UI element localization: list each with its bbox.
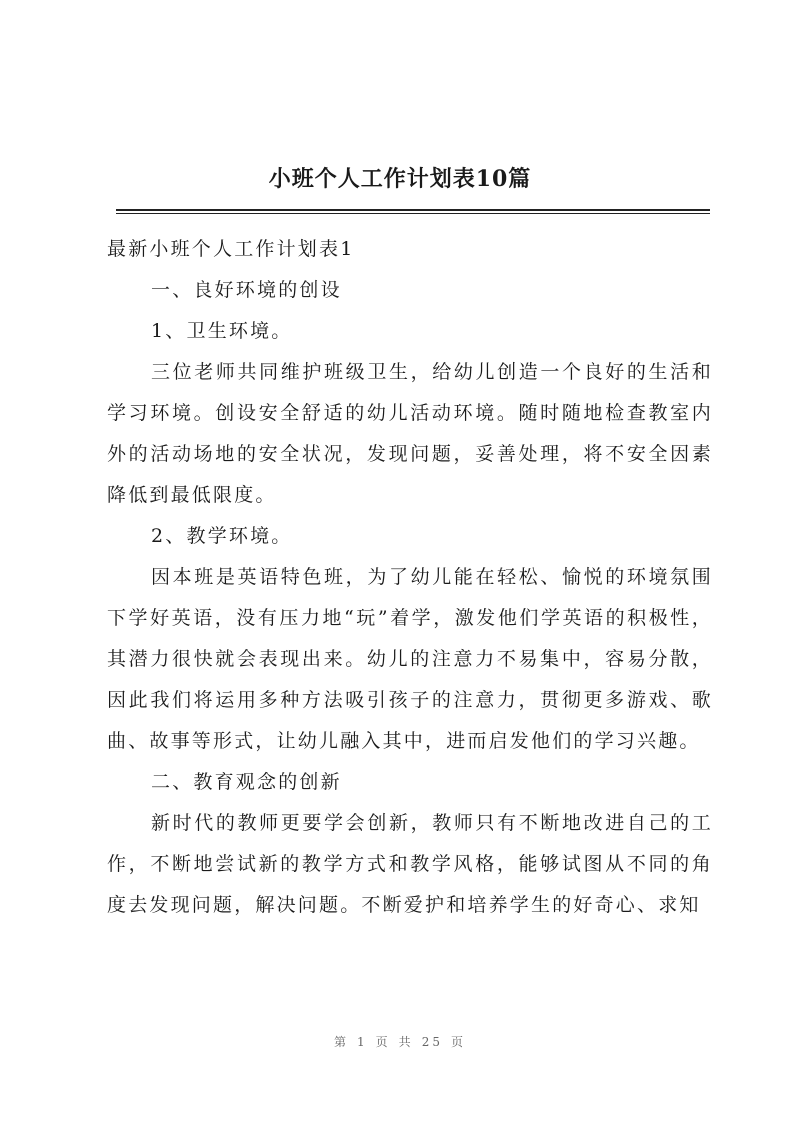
page-label: 第 [334,1035,350,1049]
body-paragraph: 新时代的教师更要学会创新，教师只有不断地改进自己的工作，不断地尝试新的教学方式和教学风格，能够试图从不同的角度去发现问题，解决问题。不断爱护和培养学生的好奇心、求知 [107,812,713,916]
page-footer [0,1033,800,1050]
page-unit: 页 [375,1035,391,1049]
total-pages: 25 [421,1035,443,1049]
document-title: 小班个人工作计划表10篇 [268,166,532,192]
item-heading: 2、教学环境。 [151,525,293,547]
total-label: 共 [398,1035,414,1049]
document-body [107,229,713,926]
section-heading: 最新小班个人工作计划表1 [107,238,355,260]
body-paragraph: 三位老师共同维护班级卫生，给幼儿创造一个良好的生活和学习环境。创设安全舒适的幼儿活动环境。随时随地检查教室内外的活动场地的安全状况，发现问题，妥善处理，将不安全因素降低到最低限度。 [107,361,713,506]
subsection-heading: 一、良好环境的创设 [151,279,342,301]
body-paragraph: 因本班是英语特色班，为了幼儿能在轻松、愉悦的环境氛围下学好英语，没有压力地“玩”着学，激发他们学英语的积极性，其潜力很快就会表现出来。幼儿的注意力不易集中，容易分散，因此我们将运用多种方法吸引孩子的注意力，贯彻更多游戏、歌曲、故事等形式，让幼儿融入其中，进而启发他们的学习兴趣。 [107,566,713,752]
subsection-heading: 二、教育观念的创新 [151,771,342,793]
total-unit: 页 [450,1035,466,1049]
page-number: 1 [357,1035,368,1049]
title-divider [116,209,710,214]
item-heading: 1、卫生环境。 [151,320,293,342]
